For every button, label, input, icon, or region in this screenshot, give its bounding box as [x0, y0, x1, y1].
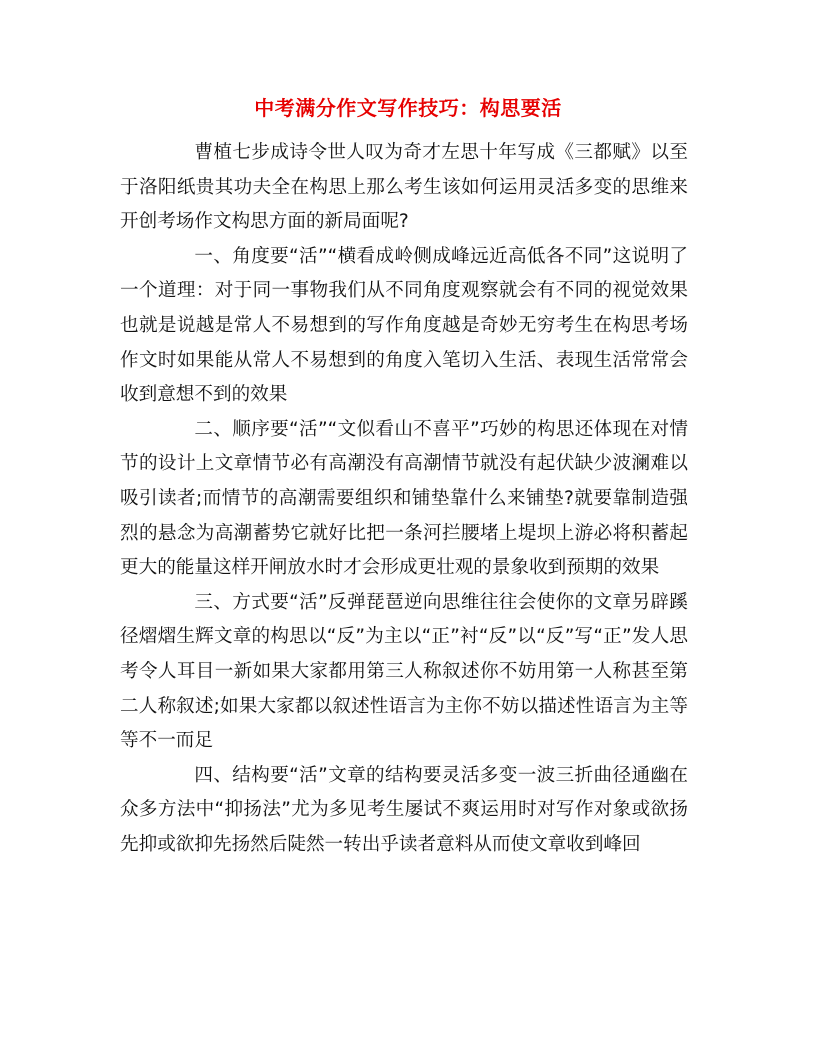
- paragraph-angle: 一、角度要“活”“横看成岭侧成峰远近高低各不同”这说明了一个道理：对于同一事物我们从不同角度观察就会有不同的视觉效果也就是说越是常人不易想到的写作角度越是奇妙无穷考生在构思考场作文时如果能从常人不易想到的角度入笔切入生活、表现生活常常会收到意想不到的效果: [120, 245, 688, 406]
- paragraph-order: 二、顺序要“活”“文似看山不喜平”巧妙的构思还体现在对情节的设计上文章情节必有高潮没有高潮情节就没有起伏缺少波澜难以吸引读者;而情节的高潮需要组织和铺垫靠什么来铺垫?就要靠制造强烈的悬念为高潮蓄势它就好比把一条河拦腰堵上堤坝上游必将积蓄起更大的能量这样开闸放水时才会形成更壮观的景象收到预期的效果: [120, 418, 688, 579]
- paragraph-structure: 四、结构要“活”文章的结构要灵活多变一波三折曲径通幽在众多方法中“抑扬法”尤为多见考生屡试不爽运用时对写作对象或欲扬先抑或欲抑先扬然后陡然一转出乎读者意料从而使文章收到峰回: [120, 764, 688, 855]
- paragraph-intro: 曹植七步成诗令世人叹为奇才左思十年写成《三都赋》以至于洛阳纸贵其功夫全在构思上那么考生该如何运用灵活多变的思维来开创考场作文构思方面的新局面呢?: [120, 142, 688, 233]
- paragraph-method: 三、方式要“活”反弹琵琶逆向思维往往会使你的文章另辟蹊径熠熠生辉文章的构思以“反”为主以“正”衬“反”以“反”写“正”发人思考令人耳目一新如果大家都用第三人称叙述你不妨用第一人称甚至第二人称叙述;如果大家都以叙述性语言为主你不妨以描述性语言为主等等不一而足: [120, 591, 688, 752]
- document-body: [120, 136, 688, 862]
- document-title: 中考满分作文写作技巧：构思要活: [254, 96, 562, 120]
